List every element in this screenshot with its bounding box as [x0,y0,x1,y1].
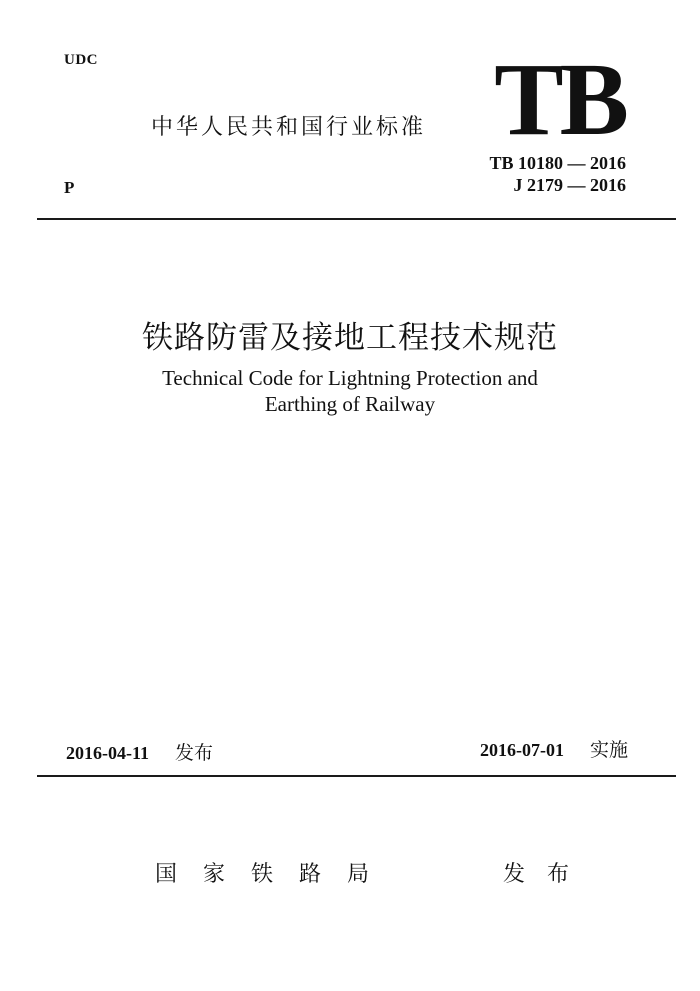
issue-label: 发布 [175,742,214,764]
top-divider [37,218,676,220]
publisher: 国家铁路局 [155,862,396,887]
standard-category: 中华人民共和国行业标准 [151,115,427,140]
issue-date: 2016-04-11 [66,743,149,763]
standard-numbers [489,152,626,196]
implementation-date-block [480,735,628,762]
title-chinese: 铁路防雷及接地工程技术规范 [142,320,558,356]
record-number: J 2179 — 2016 [513,175,626,195]
title-english-line2: Earthing of Railway [264,392,436,416]
tb-logo: TB [494,42,625,157]
standard-number: TB 10180 — 2016 [489,153,626,173]
issue-date-block [66,738,213,765]
publish-label: 发布 [503,862,592,887]
category-code: P [64,178,75,197]
implementation-label: 实施 [589,739,628,761]
udc-label: UDC [64,52,98,68]
title-english [0,365,700,417]
title-english-line1: Technical Code for Lightning Protection and [162,366,538,390]
implementation-date: 2016-07-01 [479,740,564,760]
bottom-divider [37,775,676,777]
